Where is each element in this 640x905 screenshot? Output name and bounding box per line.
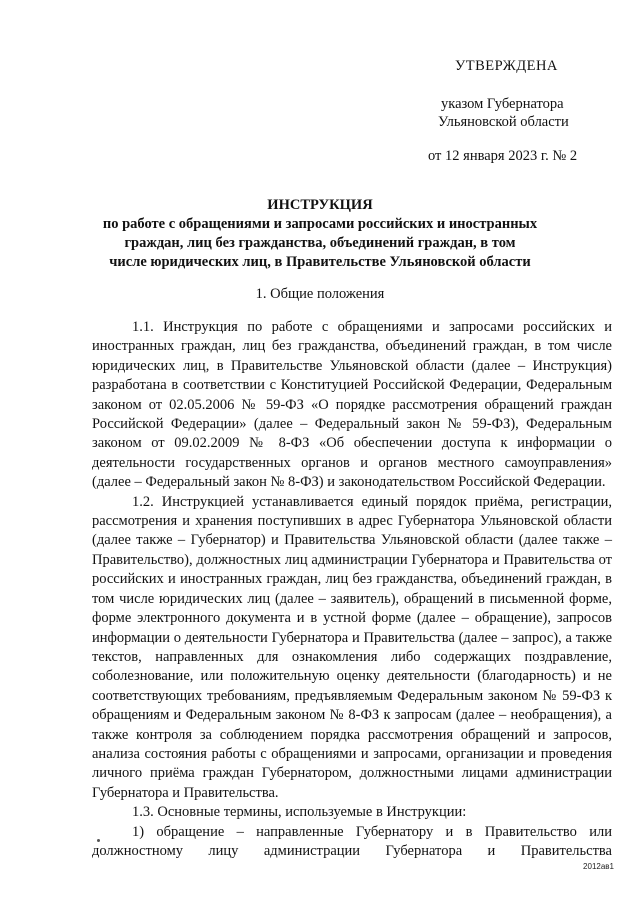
title-heading: ИНСТРУКЦИЯ	[267, 197, 373, 213]
title-line-3: числе юридических лиц, в Правительстве Ульяновской области	[109, 254, 531, 270]
title-line-2: граждан, лиц без гражданства, объединений граждан, в том	[124, 235, 516, 251]
title-line-1: по работе с обращениями и запросами российских и иностранных	[102, 216, 538, 232]
document-title	[40, 196, 600, 272]
document-body	[92, 318, 612, 861]
paragraph-1-2: 1.2. Инструкцией устанавливается единый порядок приёма, регистрации, рассмотрения и хранения поступивших в адрес Губернатора Ульяновской области (далее также – Губернатор) и Правительства Ульяновской области (далее также – Правительство), должностных лиц администрации Губернатора и Правительства от российских и иностранных граждан, лиц без гражданства, объединений граждан, в том числе юридических лиц (далее – заявитель), обращений в письменной форме, форме электронного документа и в устной форме (далее – обращение), запросов информации о деятельности Губернатора и Правительства (далее – запрос), а также текстов, направленных для ознакомления либо содержащих поздравление, соболезнование, или положительную оценку деятельности (благодарность) и не соответствующих требованиям, предъявляемым Федеральным законом № 59-ФЗ к обращениям и Федеральным законом № 8-ФЗ к запросам (далее – необращения), а также контроля за соблюдением порядка рассмотрения обращений и запросов, анализа состояния работы с обращениями и запросами, организации и проведения личного приёма граждан Губернатором, должностными лицами администрации Губернатора и Правительства.	[92, 493, 612, 801]
scan-mark	[97, 839, 100, 842]
paragraph-1-1: 1.1. Инструкция по работе с обращениями и запросами российских и иностранных граждан, лиц без гражданства, объединений граждан, в том числе юридических лиц, в Правительстве Ульяновской области (далее – Инструкция) разработана в соответствии с Конституцией Российской Федерации, Федеральным законом от 02.05.2006 № 59-ФЗ «О порядке рассмотрения обращений граждан Российской Федерации» (далее – Федеральный закон № 59-ФЗ), Федеральным законом от 09.02.2009 № 8-ФЗ «Об обеспечении доступа к информации о деятельности государственных органов и органов местного самоуправления» (далее – Федеральный закон № 8-ФЗ) и законодательством Российской Федерации.	[92, 319, 612, 491]
approval-date: от 12 января 2023 г. № 2	[428, 148, 578, 164]
footer-code: 2012ав1	[583, 862, 614, 871]
paragraph-1-3: 1.3. Основные термины, используемые в Инструкции:	[132, 804, 467, 821]
approval-decree-line-2: Ульяновской области	[438, 114, 569, 130]
approval-decree-line-1: указом Губернатора	[441, 96, 564, 112]
paragraph-1-3-item-1: 1) обращение – направленные Губернатору и в Правительство или должностному лицу администрации Губернатора и Правительства	[92, 823, 612, 859]
approval-heading: УТВЕРЖДЕНА	[455, 58, 558, 74]
section-heading: 1. Общие положения	[255, 286, 385, 302]
